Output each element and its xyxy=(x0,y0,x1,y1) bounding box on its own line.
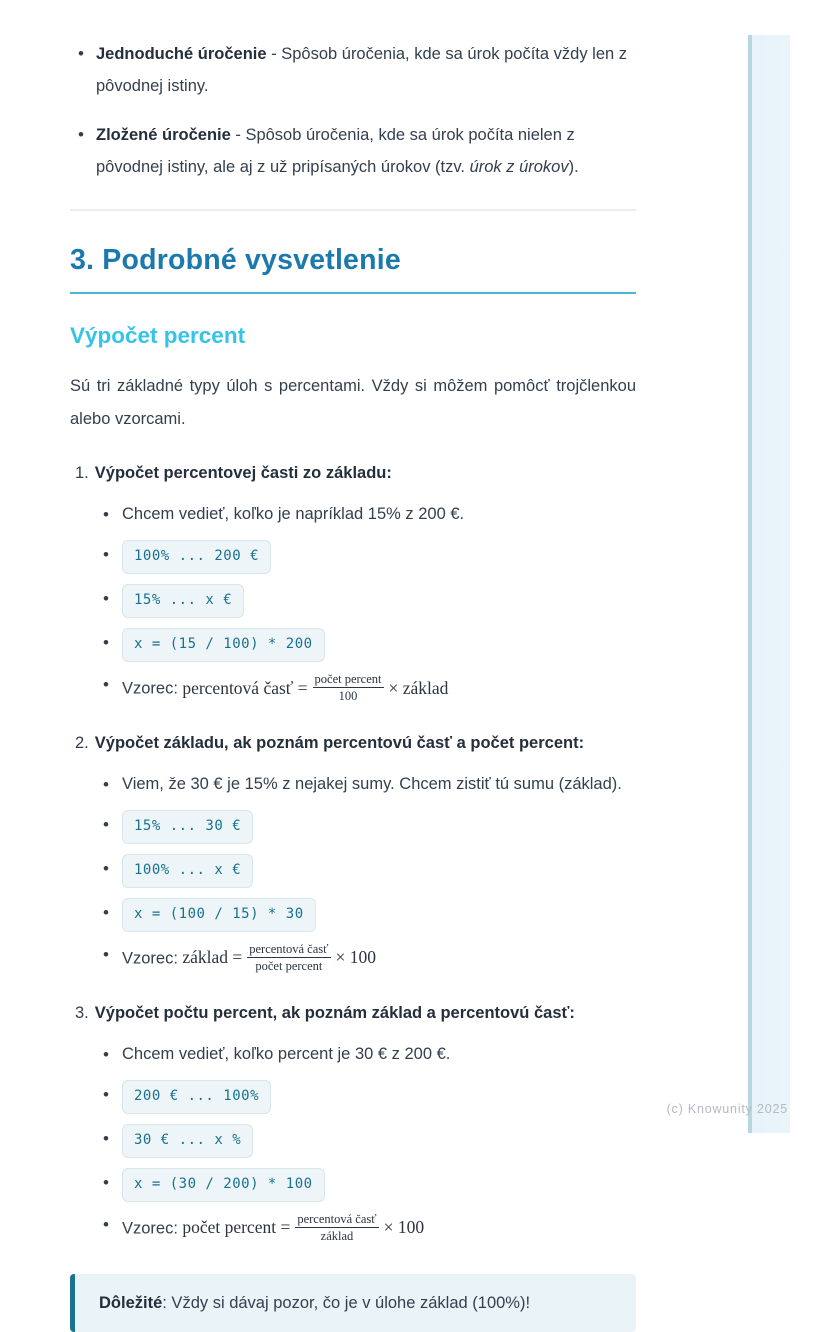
list-item xyxy=(70,898,636,932)
code-chip: 15% ... 30 € xyxy=(122,810,253,844)
step-sublist xyxy=(70,502,636,704)
list-item xyxy=(70,942,636,974)
subsection-title: Výpočet percent xyxy=(70,323,246,348)
code-chip: 100% ... 200 € xyxy=(122,540,271,574)
step-1 xyxy=(70,461,636,704)
fraction xyxy=(295,1212,378,1244)
step-header xyxy=(70,731,636,755)
step-sublist xyxy=(70,772,636,974)
list-item xyxy=(70,628,636,662)
document-page xyxy=(70,0,636,1332)
code-chip: 200 € ... 100% xyxy=(122,1080,271,1114)
fraction-denominator: 100 xyxy=(338,689,358,704)
term-compound-interest: Zložené úročenie xyxy=(96,126,231,144)
fraction-denominator: počet percent xyxy=(255,959,323,974)
formula-math xyxy=(177,1211,425,1243)
list-item xyxy=(70,540,636,574)
code-chip: x = (100 / 15) * 30 xyxy=(122,898,316,932)
italic-text: úrok z úrokov xyxy=(469,158,569,176)
fraction-numerator: počet percent xyxy=(313,672,384,688)
formula-math xyxy=(177,941,376,974)
callout-text: : Vždy si dávaj pozor, čo je v úlohe základ (100%)! xyxy=(162,1294,531,1313)
intro-paragraph: Sú tri základné typy úloh s percentami. Vždy si môžem pomôcť trojčlenkou alebo vzorcami. xyxy=(70,377,636,428)
step-title: Výpočet základu, ak poznám percentovú časť a počet percent: xyxy=(94,733,585,752)
code-chip: 30 € ... x % xyxy=(122,1124,253,1158)
list-item xyxy=(70,772,636,797)
code-chip: x = (30 / 200) * 100 xyxy=(122,1168,325,1202)
step-title: Výpočet počtu percent, ak poznám základ a percentovú časť: xyxy=(94,1003,575,1022)
step-2 xyxy=(70,731,636,974)
list-item xyxy=(70,1168,636,1202)
intro-bullet-list xyxy=(70,38,636,183)
list-item xyxy=(70,119,636,183)
step-3 xyxy=(70,1001,636,1244)
formula-rhs: × základ xyxy=(388,677,449,698)
separator: - xyxy=(230,126,246,144)
steps-list xyxy=(70,461,636,1243)
code-chip: 15% ... x € xyxy=(122,584,244,618)
step-number: 3. xyxy=(75,1003,89,1022)
callout-label: Dôležité xyxy=(99,1294,163,1313)
list-item xyxy=(70,1042,636,1067)
list-item xyxy=(70,672,636,704)
fraction-denominator: základ xyxy=(320,1228,354,1243)
fraction-numerator: percentová časť xyxy=(295,1212,378,1228)
definition-text-after: ). xyxy=(568,158,579,176)
step-sublist xyxy=(70,1042,636,1244)
fraction-numerator: percentová časť xyxy=(247,942,330,958)
fraction xyxy=(247,942,330,974)
step-number: 1. xyxy=(75,464,89,482)
step-header xyxy=(70,1001,636,1025)
step-header xyxy=(70,461,636,485)
step-number: 2. xyxy=(75,733,89,752)
formula-lhs: percentová časť = xyxy=(177,677,308,698)
formula-prefix: Vzorec: xyxy=(122,949,178,968)
formula-rhs: × 100 xyxy=(335,947,376,968)
section-divider xyxy=(70,209,636,211)
formula-prefix: Vzorec: xyxy=(122,1219,178,1237)
list-item xyxy=(70,810,636,844)
fraction xyxy=(313,672,384,704)
separator: - xyxy=(266,45,282,63)
formula-lhs: základ = xyxy=(177,947,243,968)
formula-math xyxy=(177,672,449,704)
code-chip: 100% ... x € xyxy=(122,854,253,888)
step-description: Chcem vedieť, koľko percent je 30 € z 200 €. xyxy=(122,1044,451,1063)
list-item xyxy=(70,38,636,102)
page-edge-strip xyxy=(748,35,790,1133)
definition-text: Spôsob úročenia, kde sa úrok počíta nielen z pôvodnej istiny, ale aj z už pripísaných úrokov (tzv. xyxy=(96,126,575,176)
section-title: 3. Podrobné vysvetlenie xyxy=(70,244,636,294)
step-description: Viem, že 30 € je 15% z nejakej sumy. Chcem zistiť tú sumu (základ). xyxy=(122,774,622,793)
formula-prefix: Vzorec: xyxy=(122,679,178,698)
formula-rhs: × 100 xyxy=(383,1217,425,1237)
list-item xyxy=(70,1124,636,1158)
step-title: Výpočet percentovej časti zo základu: xyxy=(94,464,392,482)
list-item xyxy=(70,1212,636,1244)
list-item xyxy=(70,854,636,888)
list-item xyxy=(70,1080,636,1114)
list-item xyxy=(70,502,636,527)
code-chip: x = (15 / 100) * 200 xyxy=(122,628,325,662)
important-callout xyxy=(70,1274,636,1332)
definition-text: Spôsob úročenia, kde sa úrok počíta vždy len z pôvodnej istiny. xyxy=(96,45,628,95)
term-simple-interest: Jednoduché úročenie xyxy=(96,45,267,63)
watermark: (c) Knowunity 2025 xyxy=(666,1102,788,1116)
formula-lhs: počet percent = xyxy=(177,1217,291,1237)
step-description: Chcem vedieť, koľko je napríklad 15% z 200 €. xyxy=(122,505,465,523)
list-item xyxy=(70,584,636,618)
